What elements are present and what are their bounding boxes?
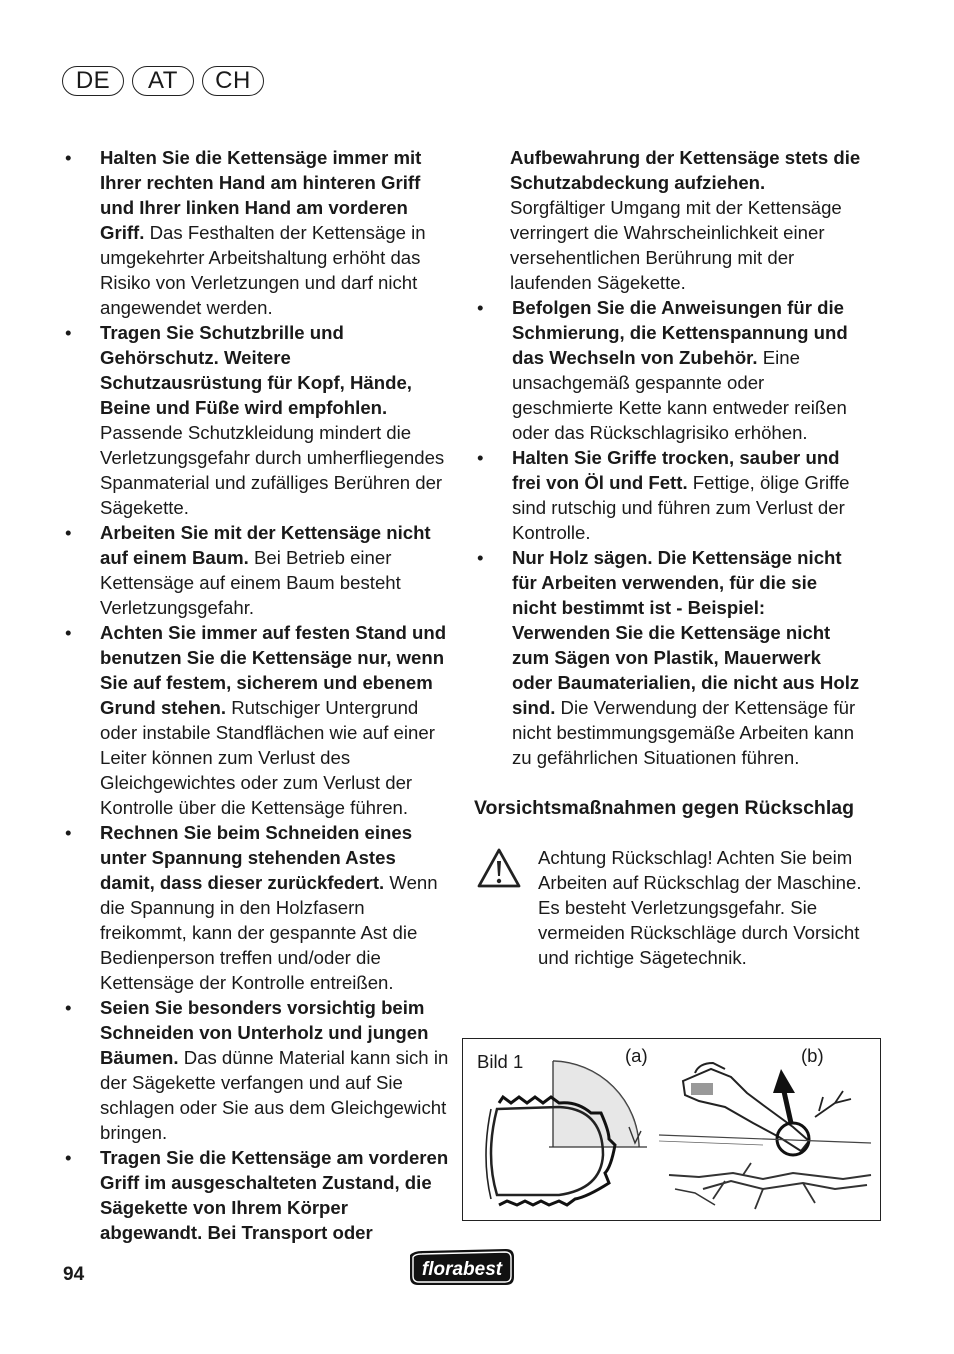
- item-text: Die Verwendung der Kettensäge für nicht bestimmungsgemäße Arbeiten kann zu gefährlichen Situationen führen.: [512, 697, 856, 768]
- item-bold: Halten Sie Griffe trocken, sauber und frei von Öl und Fett.: [512, 447, 840, 493]
- item-bold: Aufbewahrung der Kettensäge stets die Schutzabdeckung aufziehen.: [510, 147, 861, 193]
- warning-text: Achtung Rückschlag! Achten Sie beim Arbeiten auf Rückschlag der Maschine. Es besteht Verletzungsgefahr. Sie vermeiden Rückschläge durch Vorsicht und richtige Sägetechnik.: [538, 847, 862, 968]
- list-item: • Halten Sie die Kettensäge immer mit Ihrer rechten Hand am hinteren Griff und Ihrer linken Hand am vorderen Griff. Das Festhalten der Kettensäge in umgekehrter Arbeitshaltung erhöht das Risiko von Verletzungen und darf nicht angewendet werden.: [65, 147, 426, 318]
- section-heading: Vorsichtsmaßnahmen gegen Rückschlag: [474, 797, 854, 819]
- item-text: Wenn die Spannung in den Holzfasern freikommt, kann der gespannte Ast die Bedienperson treffen und/oder die Kettensäge der Kontrolle entreißen.: [100, 872, 438, 993]
- list-item: • Nur Holz sägen. Die Kettensäge nicht für Arbeiten verwenden, für die sie nicht bestimmt ist - Beispiel: Verwenden Sie die Kettensäge nicht zum Sägen von Plastik, Mauerwerk oder Baumaterialien, die nicht aus Holz sind. Die Verwendung der Kettensäge für nicht bestimmungsgemäße Arbeiten kann zu gefährlichen Situationen führen.: [477, 547, 860, 768]
- list-item: • Achten Sie immer auf festen Stand und benutzen Sie die Kettensäge nur, wenn Sie auf festem, sicherem und ebenem Grund stehen. Rutschiger Untergrund oder instabile Standflächen wie auf einer Leiter können zum Verlust des Gleichgewichtes oder zum Verlust der Kontrolle über die Kettensäge führen.: [65, 622, 447, 818]
- figure-label-a: (a): [625, 1045, 648, 1066]
- page-number: 94: [63, 1264, 85, 1285]
- item-text: Bei Betrieb einer Kettensäge auf einem Baum besteht Verletzungsgefahr.: [100, 547, 401, 618]
- figure-kickback: [462, 1038, 881, 1221]
- item-bold: Rechnen Sie beim Schneiden eines unter Spannung stehenden Astes damit, dass dieser zurückfedert.: [100, 822, 413, 893]
- item-text: Passende Schutzkleidung mindert die Verletzungsgefahr durch umherfliegendes Spanmaterial und zufälliges Berühren der Sägekette.: [100, 422, 445, 518]
- item-bold: Seien Sie besonders vorsichtig beim Schneiden von Unterholz und jungen Bäumen.: [100, 997, 429, 1068]
- item-bold: Tragen Sie Schutzbrille und Gehörschutz. Weitere Schutzausrüstung für Kopf, Hände, Beine und Füße wird empfohlen.: [100, 322, 412, 418]
- item-text: Das dünne Material kann sich in der Sägekette verfangen und auf Sie schlagen oder Sie aus dem Gleichgewicht bringen.: [100, 1047, 449, 1143]
- item-bold: Nur Holz sägen. Die Kettensäge nicht für Arbeiten verwenden, für die sie nicht bestimmt ist - Beispiel: Verwenden Sie die Kettensäge nicht zum Sägen von Plastik, Mauerwerk oder Baumaterialien, die nicht aus Holz sind.: [512, 547, 860, 718]
- item-bold: Tragen Sie die Kettensäge am vorderen Griff im ausgeschalteten Zustand, die Sägekette von Ihrem Körper abgewandt. Bei Transport oder: [100, 1147, 449, 1243]
- item-bold: Befolgen Sie die Anweisungen für die Schmierung, die Kettenspannung und das Wechseln von Zubehör.: [512, 297, 848, 368]
- right-column: [474, 145, 864, 995]
- left-column: [62, 145, 452, 1245]
- list-item: • Arbeiten Sie mit der Kettensäge nicht auf einem Baum. Bei Betrieb einer Kettensäge auf einem Baum besteht Verletzungsgefahr.: [65, 522, 431, 618]
- list-item: • Befolgen Sie die Anweisungen für die Schmierung, die Kettenspannung und das Wechseln von Zubehör. Eine unsachgemäß gespannte oder geschmierte Kette kann entweder reißen oder das Rückschlagrisiko erhöhen.: [477, 297, 848, 443]
- warning-triangle-icon: [476, 847, 522, 889]
- country-badges: [62, 66, 264, 96]
- list-item-continuation: [474, 145, 864, 295]
- logo-text: florabest: [421, 1259, 503, 1280]
- item-text: Sorgfältiger Umgang mit der Kettensäge verringert die Wahrscheinlichkeit einer versehentlichen Berührung mit der laufenden Sägekette.: [510, 197, 842, 293]
- florabest-logo: [406, 1247, 518, 1287]
- item-text: Fettige, ölige Griffe sind rutschig und führen zum Verlust der Kontrolle.: [512, 472, 850, 543]
- list-item: • Tragen Sie Schutzbrille und Gehörschutz. Weitere Schutzausrüstung für Kopf, Hände, Beine und Füße wird empfohlen. Passende Schutzkleidung mindert die Verletzungsgefahr durch umherfliegendes Spanmaterial und zufälliges Berühren der Sägekette.: [65, 322, 445, 518]
- figure-label: Bild 1: [477, 1051, 524, 1072]
- country-badge-ch: CH: [202, 66, 264, 96]
- list-item: • Tragen Sie die Kettensäge am vorderen Griff im ausgeschalteten Zustand, die Sägekette von Ihrem Körper abgewandt. Bei Transport oder: [65, 1147, 449, 1243]
- warning-block: [474, 845, 864, 995]
- item-bold: Achten Sie immer auf festen Stand und benutzen Sie die Kettensäge nur, wenn Sie auf festem, sicherem und ebenem Grund stehen.: [100, 622, 447, 718]
- country-badge-at: AT: [132, 66, 194, 96]
- list-item: • Halten Sie Griffe trocken, sauber und frei von Öl und Fett. Fettige, ölige Griffe sind rutschig und führen zum Verlust der Kontrolle.: [477, 447, 850, 543]
- item-text: Rutschiger Untergrund oder instabile Standflächen wie auf einer Leiter können zum Verlust des Gleichgewichtes oder zum Verlust der Kontrolle über die Kettensäge führen.: [100, 697, 435, 818]
- country-badge-de: DE: [62, 66, 124, 96]
- list-item: • Rechnen Sie beim Schneiden eines unter Spannung stehenden Astes damit, dass dieser zurückfedert. Wenn die Spannung in den Holzfasern freikommt, kann der gespannte Ast die Bedienperson treffen und/oder die Kettensäge der Kontrolle entreißen.: [65, 822, 438, 993]
- item-bold: Halten Sie die Kettensäge immer mit Ihrer rechten Hand am hinteren Griff und Ihrer linken Hand am vorderen Griff.: [100, 147, 422, 243]
- item-bold: Arbeiten Sie mit der Kettensäge nicht auf einem Baum.: [100, 522, 431, 568]
- figure-label-b: (b): [801, 1045, 824, 1066]
- item-text: Eine unsachgemäß gespannte oder geschmierte Kette kann entweder reißen oder das Rückschlagrisiko erhöhen.: [512, 347, 847, 443]
- item-text: Das Festhalten der Kettensäge in umgekehrter Arbeitshaltung erhöht das Risiko von Verletzungen und darf nicht angewendet werden.: [100, 222, 426, 318]
- list-item: • Seien Sie besonders vorsichtig beim Schneiden von Unterholz und jungen Bäumen. Das dünne Material kann sich in der Sägekette verfangen und auf Sie schlagen oder Sie aus dem Gleichgewicht bringen.: [65, 997, 449, 1143]
